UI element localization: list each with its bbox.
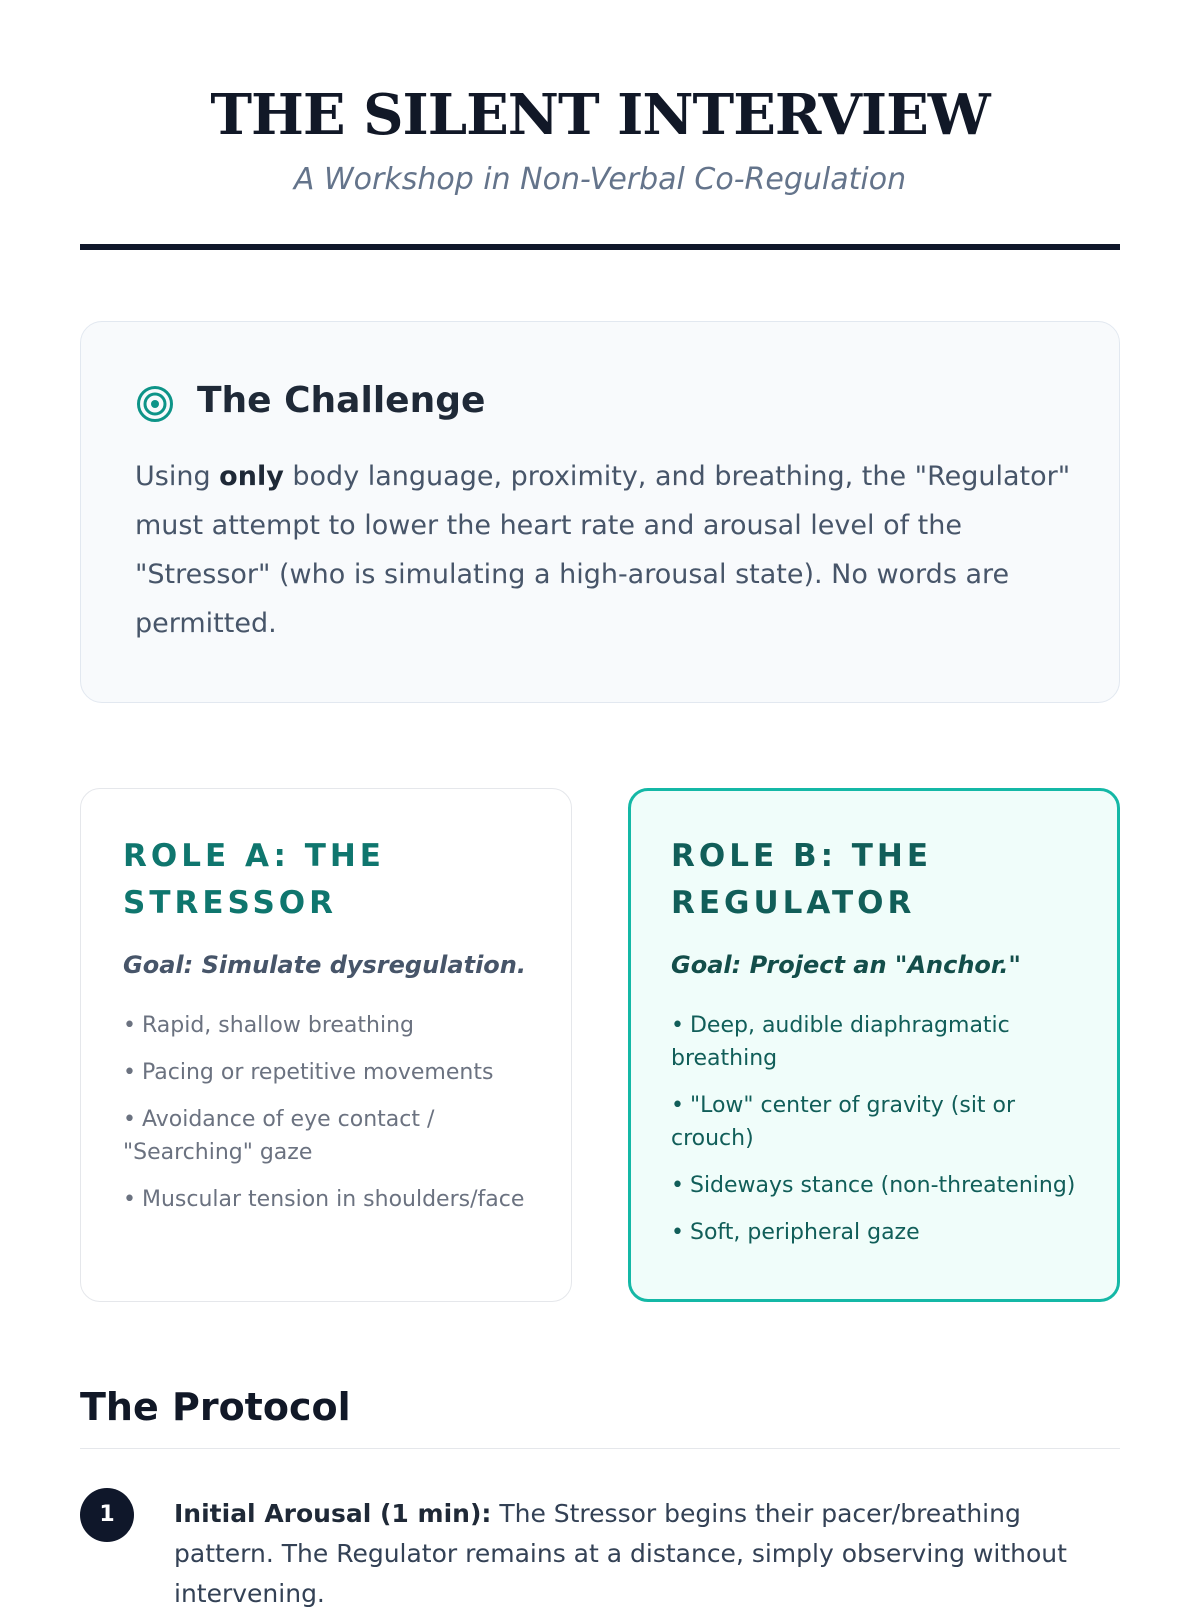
bullet-icon: •: [671, 1013, 684, 1038]
list-item-text: Sideways stance (non-threatening): [689, 1173, 1076, 1198]
role-b-title: ROLE B: THE REGULATOR: [671, 838, 933, 921]
page-title: THE SILENT INTERVIEW: [210, 82, 990, 148]
list-item-text: Avoidance of eye contact / "Searching" gaze: [123, 1107, 435, 1165]
header-divider: [80, 244, 1120, 250]
list-item: [123, 1009, 553, 1042]
list-item-text: Pacing or repetitive movements: [141, 1060, 494, 1085]
challenge-text-end: body language, proximity, and breathing, the "Regulator" must attempt to lower the heart rate and arousal level of the "Stressor" (who is simulating a high-arousal state). No words are permitted.: [135, 461, 1071, 639]
bullet-icon: •: [123, 1187, 136, 1212]
step-description: The Stressor begins their pacer/breathing pattern. The Regulator remains at a distance, simply observing without intervening.: [174, 1499, 1067, 1608]
list-item-text: Muscular tension in shoulders/face: [141, 1187, 525, 1212]
list-item-text: Deep, audible diaphragmatic breathing: [671, 1013, 1010, 1071]
list-item-text: "Low" center of gravity (sit or crouch): [671, 1093, 1016, 1151]
list-item: [123, 1056, 553, 1089]
step-number-badge: 1: [80, 1488, 134, 1542]
role-a-title: ROLE A: THE STRESSOR: [123, 838, 385, 921]
bullet-icon: •: [671, 1093, 684, 1118]
role-b-card: [628, 788, 1120, 1302]
page-subtitle: A Workshop in Non-Verbal Co-Regulation: [293, 162, 907, 197]
list-item: [123, 1183, 553, 1216]
step-label: Initial Arousal (1 min):: [174, 1499, 492, 1528]
list-item: [123, 1103, 553, 1169]
role-b-list: [671, 1009, 1101, 1263]
protocol-heading: The Protocol: [80, 1385, 351, 1429]
challenge-card: [80, 321, 1120, 703]
bullet-icon: •: [123, 1107, 136, 1132]
protocol-step: [174, 1494, 1124, 1614]
bullet-icon: •: [671, 1220, 684, 1245]
role-b-goal: Goal: Project an "Anchor.": [671, 951, 1021, 979]
bullet-icon: •: [123, 1060, 136, 1085]
bullet-icon: •: [123, 1013, 136, 1038]
challenge-heading: The Challenge: [197, 380, 486, 421]
list-item: [671, 1089, 1101, 1155]
challenge-text-emphasis: only: [219, 461, 284, 492]
list-item: [671, 1216, 1101, 1249]
role-a-card: [80, 788, 572, 1302]
bullet-icon: •: [671, 1173, 684, 1198]
challenge-text-start: Using: [135, 461, 220, 492]
challenge-description: [135, 452, 1075, 648]
protocol-divider: [80, 1448, 1120, 1449]
list-item: [671, 1169, 1101, 1202]
role-a-goal: Goal: Simulate dysregulation.: [123, 951, 526, 979]
role-a-list: [123, 1009, 553, 1230]
target-icon: [135, 384, 175, 424]
list-item-text: Rapid, shallow breathing: [141, 1013, 414, 1038]
list-item: [671, 1009, 1101, 1075]
list-item-text: Soft, peripheral gaze: [689, 1220, 920, 1245]
